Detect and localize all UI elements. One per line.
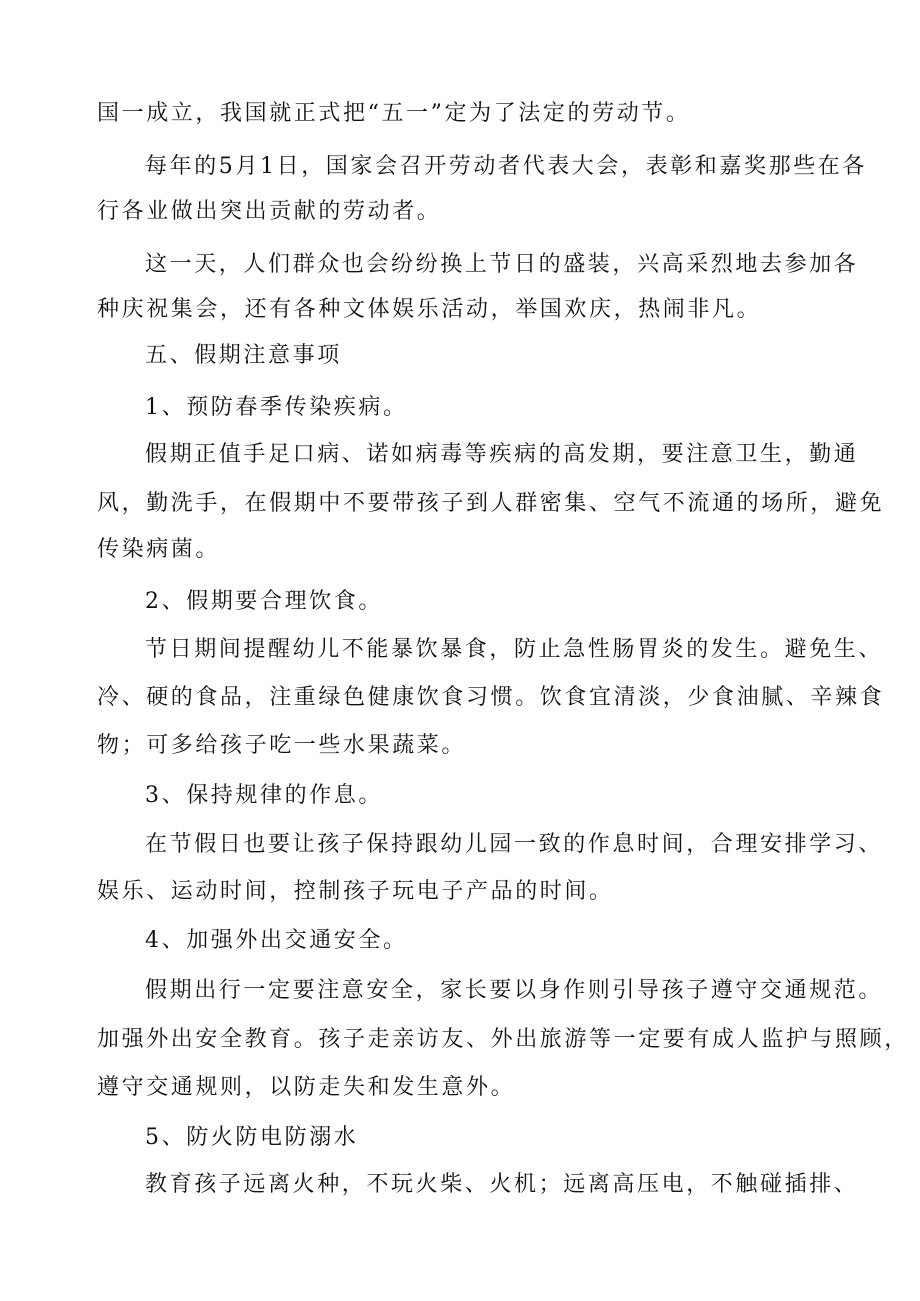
text-line: 风，勤洗手，在假期中不要带孩子到人群密集、空气不流通的场所，避免 bbox=[97, 491, 885, 516]
text-line: 冷、硬的食品，注重绿色健康饮食习惯。饮食宜清淡，少食油腻、辛辣食 bbox=[97, 685, 885, 710]
section-heading: 五、假期注意事项 bbox=[145, 343, 342, 368]
text-line: 传染病菌。 bbox=[97, 537, 221, 562]
text-line: 行各业做出突出贡献的劳动者。 bbox=[97, 199, 442, 224]
subheading: 5、防火防电防溺水 bbox=[145, 1125, 359, 1150]
text-line: 教育孩子远离火种，不玩火柴、火机；远离高压电，不触碰插排、 bbox=[145, 1172, 859, 1197]
text-line: 物；可多给孩子吃一些水果蔬菜。 bbox=[97, 733, 467, 758]
text-line: 节日期间提醒幼儿不能暴饮暴食，防止急性肠胃炎的发生。避免生、 bbox=[145, 637, 884, 662]
text-line: 遵守交通规则，以防走失和发生意外。 bbox=[97, 1075, 516, 1100]
text-line: 每年的5月1日，国家会召开劳动者代表大会，表彰和嘉奖那些在各 bbox=[145, 154, 867, 179]
subheading: 3、保持规律的作息。 bbox=[145, 783, 383, 808]
text-line: 假期正值手足口病、诺如病毒等疾病的高发期，要注意卫生，勤通 bbox=[145, 442, 859, 467]
subheading: 4、加强外出交通安全。 bbox=[145, 928, 408, 953]
text-line: 加强外出安全教育。孩子走亲访友、外出旅游等一定要有成人监护与照顾， bbox=[97, 1027, 909, 1052]
text-line: 国一成立，我国就正式把“五一”定为了法定的劳动节。 bbox=[97, 101, 691, 126]
text-line: 在节假日也要让孩子保持跟幼儿园一致的作息时间，合理安排学习、 bbox=[145, 832, 884, 857]
text-line: 种庆祝集会，还有各种文体娱乐活动，举国欢庆，热闹非凡。 bbox=[97, 297, 762, 322]
text-line: 假期出行一定要注意安全，家长要以身作则引导孩子遵守交通规范。 bbox=[145, 978, 884, 1003]
subheading: 2、假期要合理饮食。 bbox=[145, 589, 383, 614]
text-line: 这一天，人们群众也会纷纷换上节日的盛装，兴高采烈地去参加各 bbox=[145, 252, 859, 277]
text-line: 娱乐、运动时间，控制孩子玩电子产品的时间。 bbox=[97, 879, 614, 904]
subheading: 1、预防春季传染疾病。 bbox=[145, 395, 408, 420]
